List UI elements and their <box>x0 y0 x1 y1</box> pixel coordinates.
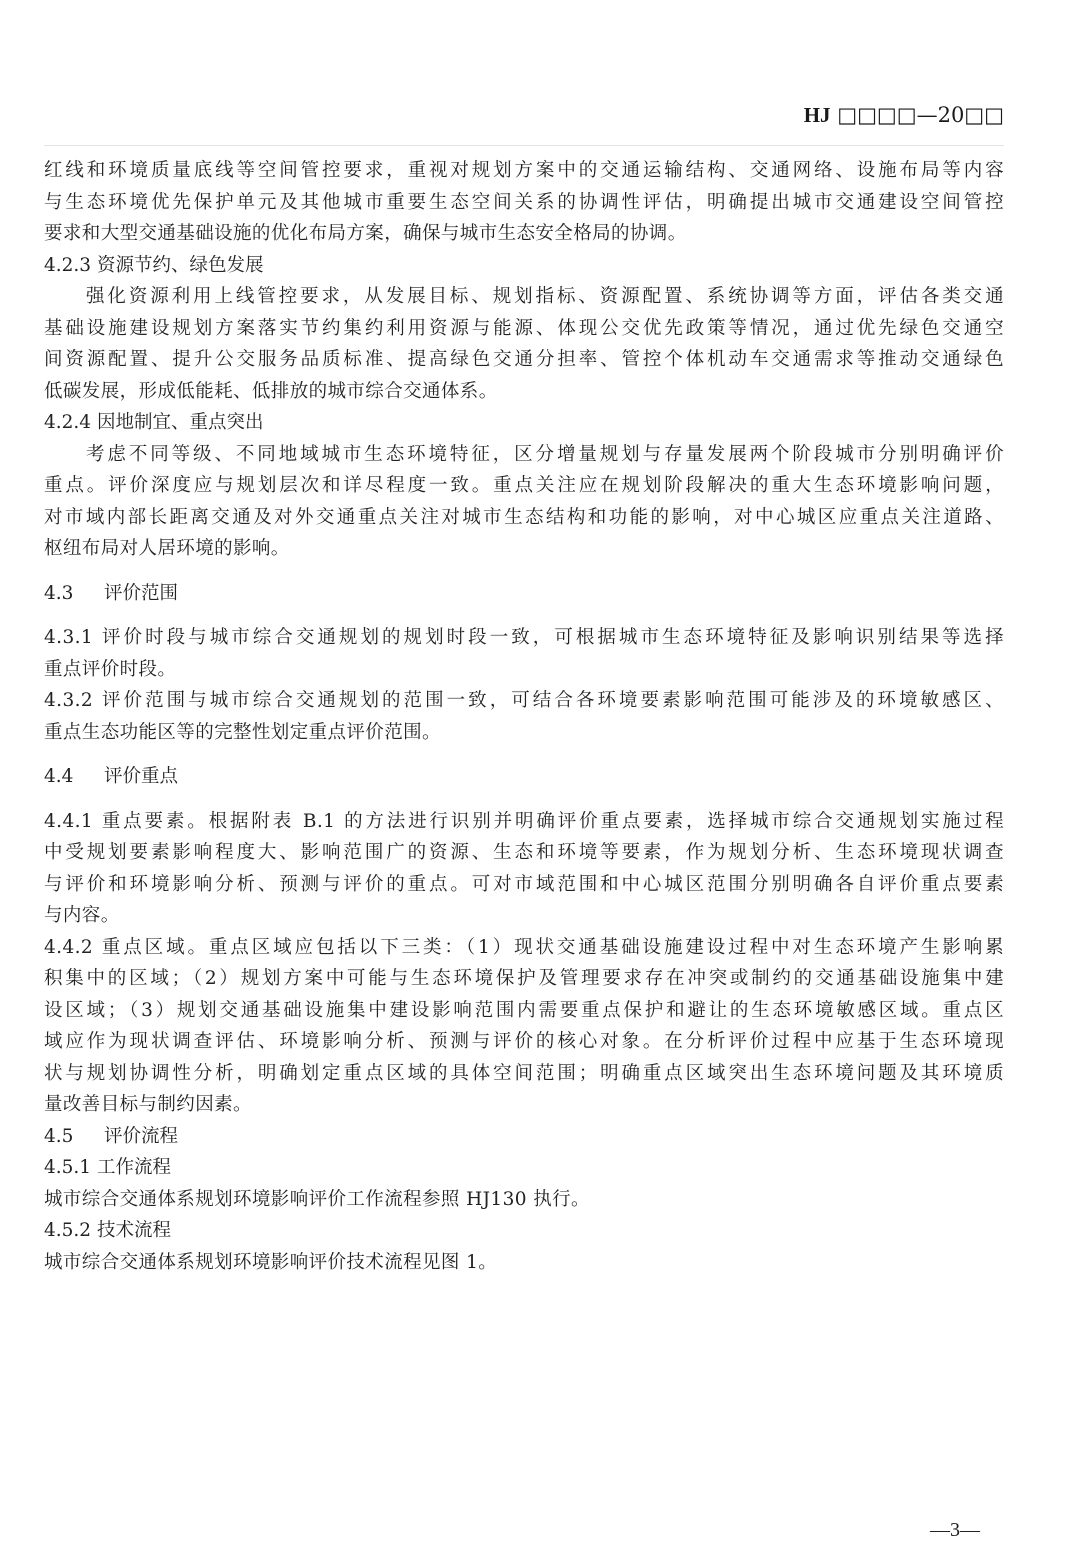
section-title: 评价重点 <box>104 766 179 787</box>
section-heading-4-5-2: 4.5.2 技术流程 <box>44 1220 171 1241</box>
text-line: 强化资源利用上线管控要求，从发展目标、规划指标、资源配置、系统协调等方面，评估各类交通 <box>86 286 1004 307</box>
text-line: 重点评价时段。 <box>44 658 177 680</box>
text-line: 重点生态功能区等的完整性划定重点评价范围。 <box>44 721 441 743</box>
paragraph-ecological-continued <box>44 155 1004 250</box>
text-line: 4.3.2 评价范围与城市综合交通规划的范围一致，可结合各环境要素影响范围可能涉及的环境敏感区、 <box>44 690 1004 711</box>
paragraph-4-4-1 <box>44 806 1004 932</box>
section-heading-4-5 <box>44 1121 1004 1153</box>
header-divider <box>44 145 1004 146</box>
text-line: 4.3.1 评价时段与城市综合交通规划的规划时段一致，可根据城市生态环境特征及影响识别结果等选择 <box>44 627 1004 648</box>
standard-code-header <box>804 100 1004 130</box>
section-title: 评价范围 <box>104 582 179 604</box>
paragraph-4-5-1: 城市综合交通体系规划环境影响评价工作流程参照 HJ130 执行。 <box>44 1188 590 1210</box>
paragraph-resource-saving <box>44 281 1004 407</box>
text-line: 状与规划协调性分析，明确划定重点区域的具体空间范围；明确重点区域突出生态环境问题及其环境质 <box>44 1062 1004 1084</box>
standard-number: □□□□—20□□ <box>830 103 1004 127</box>
text-line: 红线和环境质量底线等空间管控要求，重视对规划方案中的交通运输结构、交通网络、设施布局等内容 <box>44 160 1004 181</box>
paragraph-4-3-2 <box>44 685 1004 748</box>
paragraph-4-5-2: 城市综合交通体系规划环境影响评价技术流程见图 1。 <box>44 1251 498 1273</box>
text-line: 积集中的区域；（2）规划方案中可能与生态环境保护及管理要求存在冲突或制约的交通基础设施集中建 <box>44 968 1004 989</box>
text-line: 4.4.1 重点要素。根据附表 B.1 的方法进行识别并明确评价重点要素，选择城市综合交通规划实施过程 <box>44 810 1004 832</box>
text-line: 与生态环境优先保护单元及其他城市重要生态空间关系的协调性评估，明确提出城市交通建设空间管控 <box>44 191 1004 213</box>
section-heading-4-4 <box>44 761 1004 793</box>
section-heading-4-5-1: 4.5.1 工作流程 <box>44 1157 171 1178</box>
text-line: 域应作为现状调查评估、环境影响分析、预测与评价的核心对象。在分析评价过程中应基于生态环境现 <box>44 1031 1004 1052</box>
section-heading-4-2-3: 4.2.3 资源节约、绿色发展 <box>44 254 264 276</box>
paragraph-4-4-2 <box>44 932 1004 1121</box>
text-line: 考虑不同等级、不同地域城市生态环境特征，区分增量规划与存量发展两个阶段城市分别明确评价 <box>86 443 1004 465</box>
text-line: 间资源配置、提升公交服务品质标准、提高绿色交通分担率、管控个体机动车交通需求等推动交通绿色 <box>44 349 1004 370</box>
paragraph-local-conditions <box>44 439 1004 565</box>
section-title: 评价流程 <box>104 1125 179 1147</box>
text-line: 枢纽布局对人居环境的影响。 <box>44 538 290 559</box>
text-line: 中受规划要素影响程度大、影响范围广的资源、生态和环境等要素，作为规划分析、生态环境现状调查 <box>44 842 1004 863</box>
document-body <box>44 155 1004 1278</box>
section-heading-4-2-4: 4.2.4 因地制宜、重点突出 <box>44 412 264 433</box>
text-line: 设区域；（3）规划交通基础设施集中建设影响范围内需要重点保护和避让的生态环境敏感区域。重点区 <box>44 999 1004 1021</box>
paragraph-4-3-1 <box>44 622 1004 685</box>
section-number: 4.4 <box>44 766 74 787</box>
page-number: —3— <box>930 1519 980 1541</box>
text-line: 低碳发展，形成低能耗、低排放的城市综合交通体系。 <box>44 380 498 402</box>
text-line: 要求和大型交通基础设施的优化布局方案，确保与城市生态安全格局的协调。 <box>44 223 687 244</box>
text-line: 重点。评价深度应与规划层次和详尽程度一致。重点关注应在规划阶段解决的重大生态环境影响问题， <box>44 475 1004 496</box>
section-number: 4.3 <box>44 582 74 604</box>
text-line: 与内容。 <box>44 905 120 926</box>
standard-prefix: HJ <box>803 103 831 127</box>
text-line: 量改善目标与制约因素。 <box>44 1094 252 1115</box>
text-line: 4.4.2 重点区域。重点区域应包括以下三类：（1）现状交通基础设施建设过程中对生态环境产生影响累 <box>44 936 1004 958</box>
text-line: 与评价和环境影响分析、预测与评价的重点。可对市域范围和中心城区范围分别明确各自评价重点要素 <box>44 873 1004 895</box>
text-line: 对市域内部长距离交通及对外交通重点关注对城市生态结构和功能的影响，对中心城区应重点关注道路、 <box>44 506 1004 528</box>
section-heading-4-3 <box>44 578 1004 610</box>
text-line: 基础设施建设规划方案落实节约集约利用资源与能源、体现公交优先政策等情况，通过优先绿色交通空 <box>44 317 1004 339</box>
section-number: 4.5 <box>44 1125 74 1147</box>
